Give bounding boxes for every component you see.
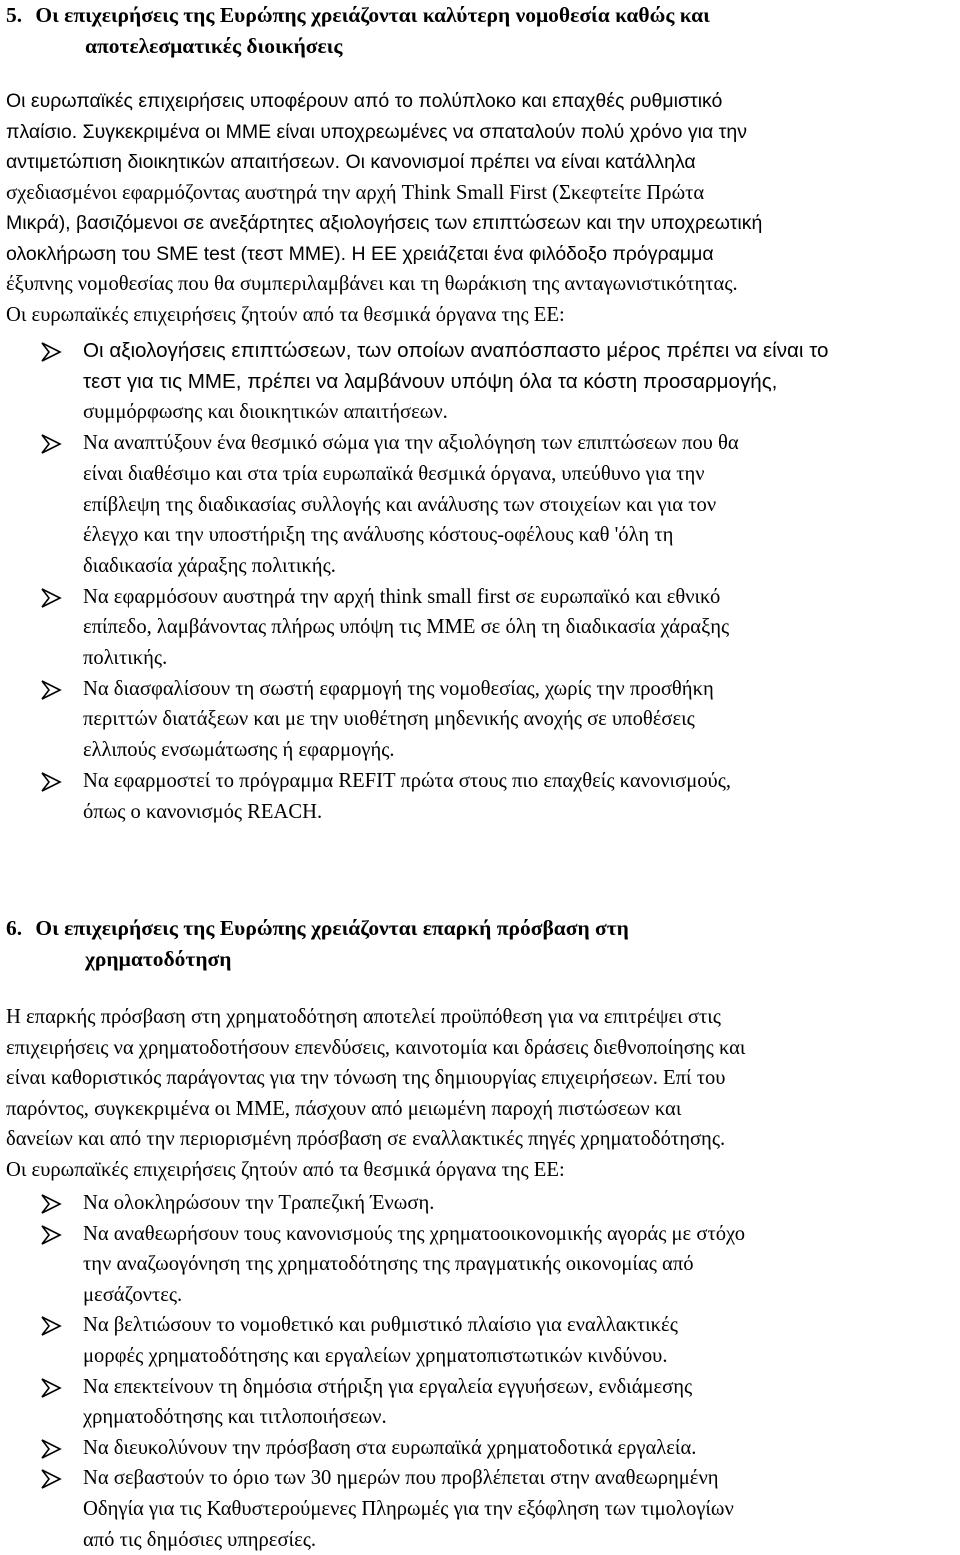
section5-number: 5. [6, 3, 23, 27]
paragraph-line: σχεδιασμένοι εφαρμόζοντας αυστηρά την αρχή Think Small First (Σκεφτείτε Πρώτα [6, 181, 705, 204]
list-item-line: ελλιπούς ενσωμάτωσης ή εφαρμογής. [83, 739, 395, 762]
paragraph-line: έξυπνης νομοθεσίας που θα συμπεριλαμβάνει και τη θωράκιση της ανταγωνιστικότητας. [6, 273, 738, 295]
list-item-line: Να βελτιώσουν το νομοθετικό και ρυθμιστικό πλαίσιο για εναλλακτικές [83, 1314, 678, 1337]
paragraph-line: πλαίσιο. Συγκεκριμένα οι ΜΜΕ είναι υποχρεωμένες να σπαταλούν πολύ χρόνο για την [6, 120, 747, 143]
paragraph-line: επιχειρήσεις να χρηματοδοτήσουν επενδύσεις, καινοτομία και δράσεις διεθνοποίησης και [6, 1036, 746, 1059]
section5-title-continued: αποτελεσματικές διοικήσεις [85, 34, 343, 58]
section6-heading-line1 [6, 913, 629, 944]
arrow-bullet-icon [40, 1224, 62, 1246]
list-item-line: περιττών διατάξεων και με την υιοθέτηση μηδενικής ανοχής σε υποθέσεις [83, 708, 695, 731]
list-item-line: Να ολοκληρώσουν την Τραπεζική Ένωση. [83, 1192, 435, 1214]
list-item-line: την αναζωογόνηση της χρηματοδότησης της πραγματικής οικονομίας από [83, 1253, 694, 1276]
list-item-line: Να διευκολύνουν την πρόσβαση στα ευρωπαϊκά χρηματοδοτικά εργαλεία. [83, 1436, 697, 1459]
arrow-bullet-icon [40, 1193, 62, 1215]
paragraph-line: Η επαρκής πρόσβαση στη χρηματοδότηση αποτελεί προϋπόθεση για να επιτρέψει στις [6, 1006, 721, 1028]
list-item-line: Οδηγία για τις Καθυστερούμενες Πληρωμές για την εξόφληση των τιμολογίων [83, 1498, 734, 1520]
paragraph-line: είναι καθοριστικός παράγοντας για την τόνωση της δημιουργίας επιχειρήσεων. Επί του [6, 1067, 726, 1089]
list-item-line: Να αναθεωρήσουν τους κανονισμούς της χρηματοοικονομικής αγοράς με στόχο [83, 1222, 746, 1245]
arrow-bullet-icon [40, 1315, 62, 1337]
list-item-line: έλεγχο και την υποστήριξη της ανάλυσης κόστους-οφέλους καθ 'όλη τη [83, 524, 674, 547]
arrow-bullet-icon [40, 679, 62, 701]
list-item-line: Να επεκτείνουν τη δημόσια στήριξη για εργαλεία εγγυήσεων, ενδιάμεσης [83, 1375, 693, 1398]
section5-title: Οι επιχειρήσεις της Ευρώπης χρειάζονται καλύτερη νομοθεσία καθώς και [35, 3, 710, 27]
paragraph-line: Οι ευρωπαϊκές επιχειρήσεις υποφέρουν από το πολύπλοκο και επαχθές ρυθμιστικό [6, 90, 723, 112]
paragraph-line: αντιμετώπιση διοικητικών απαιτήσεων. Οι κανονισμοί πρέπει να είναι κατάλληλα [6, 151, 696, 173]
list-item-line: από τις δημόσιες υπηρεσίες. [83, 1528, 317, 1551]
arrow-bullet-icon [40, 771, 62, 793]
section6-number: 6. [6, 916, 23, 940]
list-item-line: συμμόρφωσης και διοικητικών απαιτήσεων. [83, 401, 448, 424]
list-item-line: μεσάζοντες. [83, 1283, 183, 1306]
list-item-line: χρηματοδότησης και τιτλοποιήσεων. [83, 1406, 387, 1429]
list-item-line: Οι αξιολογήσεις επιπτώσεων, των οποίων αναπόσπαστο μέρος πρέπει να είναι το [83, 339, 829, 362]
arrow-bullet-icon [40, 587, 62, 609]
section5-heading [6, 0, 710, 62]
paragraph-line: Μικρά), βασιζόμενοι σε ανεξάρτητες αξιολογήσεις των επιπτώσεων και την υποχρεωτική [6, 212, 763, 234]
list-item-line: Να εφαρμοστεί το πρόγραμμα REFIT πρώτα στους πιο επαχθείς κανονισμούς, [83, 769, 732, 792]
list-item-line: όπως ο κανονισμός REACH. [83, 800, 323, 823]
paragraph-line: Οι ευρωπαϊκές επιχειρήσεις ζητούν από τα θεσμικά όργανα της ΕΕ: [6, 1158, 565, 1181]
section5-heading-line1 [6, 0, 710, 31]
list-item-line: πολιτικής. [83, 647, 168, 669]
arrow-bullet-icon [40, 1468, 62, 1490]
arrow-bullet-icon [40, 1377, 62, 1399]
arrow-bullet-icon [40, 1438, 62, 1460]
paragraph-line: Οι ευρωπαϊκές επιχειρήσεις ζητούν από τα θεσμικά όργανα της ΕΕ: [6, 303, 565, 326]
section6-title: Οι επιχειρήσεις της Ευρώπης χρειάζονται επαρκή πρόσβαση στη [35, 916, 629, 940]
arrow-bullet-icon [40, 341, 62, 363]
list-item-line: μορφές χρηματοδότησης και εργαλείων χρηματοπιστωτικών κινδύνου. [83, 1345, 668, 1367]
list-item-line: Να σεβαστούν το όριο των 30 ημερών που προβλέπεται στην αναθεωρημένη [83, 1467, 719, 1490]
list-item-line: διαδικασία χάραξης πολιτικής. [83, 554, 336, 577]
section6-title-continued: χρηματοδότηση [85, 947, 232, 971]
paragraph-line: παρόντος, συγκεκριμένα οι ΜΜΕ, πάσχουν από μειωμένη παροχή πιστώσεων και [6, 1097, 682, 1120]
list-item-line: επίβλεψη της διαδικασίας συλλογής και ανάλυσης των στοιχείων και για τον [83, 493, 717, 516]
arrow-bullet-icon [40, 433, 62, 455]
list-item-line: Να αναπτύξουν ένα θεσμικό σώμα για την αξιολόγηση των επιπτώσεων που θα [83, 432, 739, 455]
section6-heading [6, 913, 629, 975]
paragraph-line: δανείων και από την περιορισμένη πρόσβαση σε εναλλακτικές πηγές χρηματοδότησης. [6, 1128, 726, 1150]
list-item-line: επίπεδο, λαμβάνοντας πλήρως υπόψη τις ΜΜΕ σε όλη τη διαδικασία χάραξης [83, 616, 730, 639]
list-item-line: είναι διαθέσιμο και στα τρία ευρωπαϊκά θεσμικά όργανα, υπεύθυνο για την [83, 462, 705, 485]
list-item-line: τεστ για τις ΜΜΕ, πρέπει να λαμβάνουν υπόψη όλα τα κόστη προσαρμογής, [83, 369, 778, 393]
paragraph-line: ολοκλήρωση του SME test (τεστ ΜΜΕ). Η ΕΕ χρειάζεται ένα φιλόδοξο πρόγραμμα [6, 242, 714, 265]
list-item-line: Να εφαρμόσουν αυστηρά την αρχή think small first σε ευρωπαϊκό και εθνικό [83, 585, 721, 608]
list-item-line: Να διασφαλίσουν τη σωστή εφαρμογή της νομοθεσίας, χωρίς την προσθήκη [83, 677, 714, 700]
